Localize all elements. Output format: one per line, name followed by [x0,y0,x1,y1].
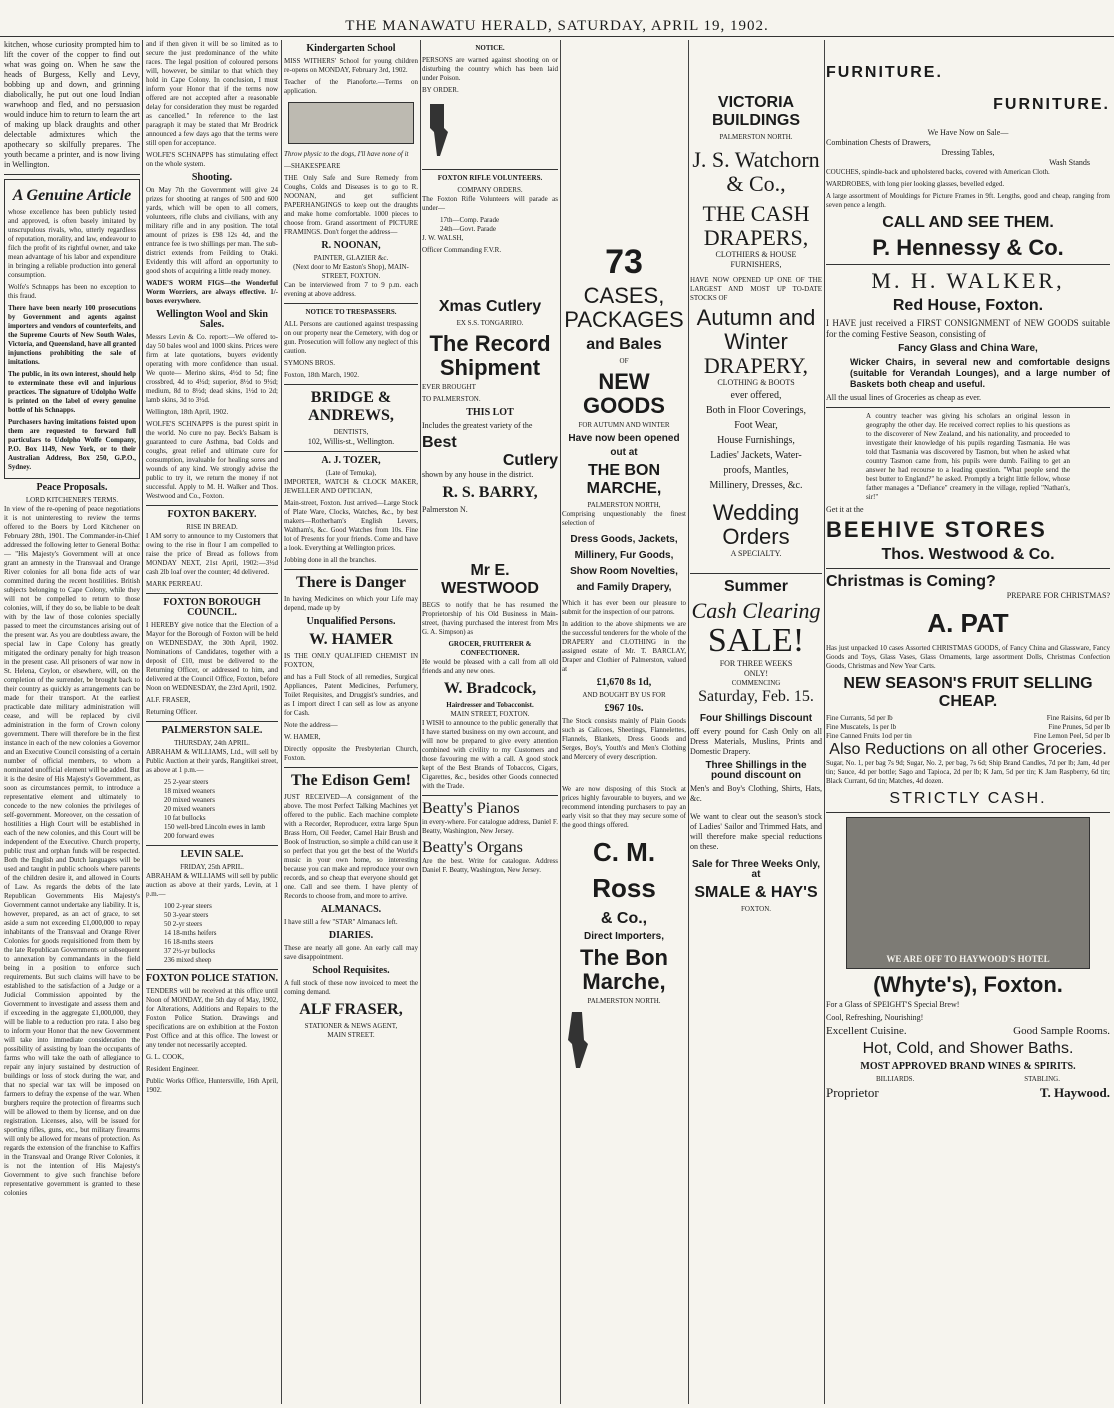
ad-text: I have still a few "STAR" Almanacs left. [284,918,398,926]
ad-heading: CALL AND SEE THEM. [882,214,1054,231]
ad-subheading: EX S.S. TONGARIRO. [456,319,524,327]
ad-heading: A. PAT [927,608,1009,638]
column-6 [690,40,822,1404]
ad-signature: Officer Commanding F.V.R. [422,246,502,254]
ad-heading: FURNITURE. [826,64,943,81]
article-heading: Peace Proposals. [36,482,108,493]
list-item: Both in Floor Coverings, [705,405,806,416]
ad-heading: There is Danger [296,574,406,591]
ad-text: Men's and Boy's Clothing, Shirts, Hats, &c. [690,784,822,803]
spacer [562,765,686,785]
ad-text: Can be interviewed from 7 to 9 p.m. each evening at above address. [284,281,418,298]
list-item: Foot Wear, [734,420,778,431]
list-item: 200 forward ewes [164,832,215,840]
ad-heading: The Bon Marche, [580,945,668,994]
ad-text: Good Sample Rooms. [1013,1025,1110,1037]
article-heading: Wellington Wool and Skin Sales. [156,309,268,330]
ad-text: shown by any house in the district. [422,470,534,479]
ad-heading: £1,670 8s 1d, [596,677,652,688]
ad-heading: SALE! [707,622,805,659]
ad-heading: Mr E. WESTWOOD [441,562,539,597]
ad-text: The public, in its own interest, should help to exterminate these evil and injurious practices. The signature of Udolpho Wolfe is printed on the label of every genuine bottle of his Schnapps. [8,370,136,414]
ad-heading: NOTICE. [475,44,505,52]
ad-text: Directly opposite the Presbyterian Church, Foxton. [284,745,418,762]
ad-text: off every pound for Cash Only on all Dress Materials, Muslins, Prints and Domestic Drapery. [690,727,822,756]
ad-heading: Autumn and Winter [696,305,816,354]
ad-text: PALMERSTON NORTH. [587,997,661,1005]
ad-text: WARDROBES, with long pier looking glasses, bevelled edged. [826,180,1005,188]
ad-text: These are nearly all gone. An early call may save disappointment. [284,944,418,961]
ad-heading: MOST APPROVED BRAND WINES & SPIRITS. [860,1061,1076,1072]
ad-subheading: Hairdresser and Tobacconist. [446,701,534,709]
divider [826,812,1110,813]
divider [146,593,278,594]
divider [284,384,418,385]
article-text: In view of the re-opening of peace negotiations it is not uninteresting to review the terms offered to the Boers by Lord Kitchener on February 28th, 1901. The Commander-in-Chief addressed the following letter to General Botha:— "His Majesty's Government will at once grant an amnesty in the Transvaal and Orange River colonies for all bona fide acts of war committed during the recent hostilities. British subjects belonging to Cape Colony, while they will not be compelled to return to those colonies, will, if they do so, be liable to be dealt with by the law of those colonies specially passed to meet the circumstances arising out of the present war. As you are doubtless aware, the special law in Cape Colony has greatly mitigated the ordinary penalty for high treason in the present case. All prisoners of war now in St. Helena, Ceylon, or elsewhere, will, on the completion of the surrender, be brought back to their country as quickly as arrangements can be made for their transport. At the earliest practicable date military administration will cease, and will be replaced by civil administration in the form of Crown colony government. There will therefore be in the first instance in each of the new colonies a Governor and an Executive Council consisting of a certain number of official members, to whom a nominated unofficial element will be added. But it is the desire of His Majesty's Government, as soon as circumstances permit, to introduce a representative element and ultimately to concede to the new colonies the privileges of self-government. Moreover, on the cessation of hostilities a High Court will be established in each of the new colonies, and this Court will be independent of the Executive. Church property, public trust and orphan funds will be respected. Both the English and Dutch languages will be used and taught in public schools where parents of the children desire it, and allowed in Courts of Law. As regards the debts of the late Republican Governments His Majesty's Government cannot undertake any liability. It is, however, prepared, as an act of grace, to set aside a sum not exceeding £1,000,000 to repay inhabitants of the Transvaal and Orange River Colonies for goods requisitioned from them by the late Republican Governments or subsequent to annexation by commandants in the field being in a position to enforce such requirements. But such claims will have to be established to the satisfaction of a Judge or a Judicial Commission appointed by the Government to investigate and assess them and if exceeding in the aggregate £1,000,000, they will be liable to a reduction pro rata. I also beg to inform your Honor that the new Government will take into immediate consideration the possibility of assisting by loan the occupants of farms who will take the oath of allegiance to repair any injury sustained by destruction of buildings or loss of stock during the war, and that no special war tax will be imposed on farmers to defray the expense of the war. When burghers require the protection of firearms such will be allowed to them by license, and on due registration. Licenses, also, will be issued for sporting rifles, guns, etc., but military firearms will only be allowed for means of protection. As regards the extension of the franchise to Kaffirs in the Transvaal and Orange River Colonies, it is not the intention of His Majesty's Government to give such franchise before representative government is granted to these colonies [4,505,140,1197]
ad-heading: DRAPERY, [703,353,809,378]
ad-text: A large assortment of Mouldings for Picture Frames in 9ft. Lengths, good and cheap, ranging from seven pence a length. [826,192,1110,209]
ad-heading: M. H. WALKER, [871,268,1065,293]
drapery-list [690,388,822,493]
ad-text: Jobbing done in all the branches. [284,556,377,564]
ad-text: In having Medicines on which your Life may depend, made up by [284,595,418,612]
ad-heading: CLOTHIERS & HOUSE [715,250,797,259]
column-2 [146,40,278,1404]
illustration-banner [288,102,414,144]
ad-heading: £967 10s. [604,703,644,714]
divider [146,969,278,970]
pointing-hand-icon [422,102,452,158]
ad-heading: CLOTHING & BOOTS [717,378,795,387]
ad-text: ALL Persons are cautioned against trespassing on our property near the Cemetery, with dog or gun. Prosecution will follow any neglect of this caution. [284,320,418,355]
ad-heading: Fancy Glass and China Ware, [898,343,1038,354]
article-text: Messrs Levin & Co. report:—We offered to-day 50 bales wool and 1000 skins. Prices were firm at late quotations, buyers evidently operating with more confidence than usual. We quote— Merino skins, 4½d to 5d; fine crossbred, 4d to 4½d; superior, 8½d to 9½d; medium, 8d to 8½d; dead skins, 1½d to 2d; lamb skins, 3d to 3½d. [146,333,278,404]
ad-text: Has just unpacked 10 cases Assorted CHRISTMAS GOODS, of Fancy China and Glassware, Fancy Goods and Toys, Glass Vases, Glass Ornaments, large assortment Dolls, Christmas Confection Goods, Christmas and New Year Carts. [826,644,1110,670]
ad-heading: DRAPERS, [703,225,809,250]
ad-text: PALMERSTON NORTH, [587,501,661,509]
divider [284,451,418,452]
table-row [826,714,1110,723]
list-item: 18 mixed weaners [164,787,215,795]
ad-heading: School Requisites. [312,965,390,976]
column-4 [422,40,558,1404]
column-rule [281,40,282,1404]
ad-text: He would be pleased with a call from all old friends and any new ones. [422,658,558,675]
ad-text: A full stock of these now invoiced to meet the coming demand. [284,979,418,996]
ad-text: Public Works Office, Huntersville, 16th April, 1902. [146,1077,278,1094]
ad-heading: and Bales [586,336,662,353]
article-date: Wellington, 18th April, 1902. [146,408,229,416]
ad-heading: FURNISHERS, [730,260,782,269]
list-item: proofs, Mantles, [723,465,789,476]
ad-text: A SPECIALTY. [730,549,782,558]
ad-text: in every-where. For catalogue address, Daniel F. Beatty, Washington, New Jersey. [422,818,558,835]
ad-heading: The Record Shipment [429,331,551,380]
ad-row [826,1026,1110,1036]
ad-text: Teacher of the Pianoforte.—Terms on application. [284,78,418,95]
divider [146,845,278,846]
ad-heading: FOXTON BOROUGH COUNCIL. [163,597,261,618]
ad-subheading: GROCER, FRUITERER & CONFECTIONER. [448,640,532,657]
ad-heading: ALF FRASER, [299,1001,403,1018]
ad-heading: THIS LOT [466,407,514,418]
ad-subheading: RISE IN BREAD. [186,523,238,531]
table-cell: Fine Muscatels, 1s per lb [826,723,897,731]
ad-text: I AM sorry to announce to my Customers that owing to the rise in flour I am compelled to raise the price of Bread as follows from MONDAY NEXT, 21st April, 1902:—3½d cash 2lb loaf over the counter; 4d delivered. [146,532,278,576]
ad-heading: DIARIES. [328,930,374,941]
ad-heading: Christmas is Coming? [826,573,996,590]
ad-text: Main-street, Foxton. Just arrived—Large Stock of Plate Ware, Clocks, Watches, &c., by best makers—Rotherham's English Levers, Waltham's, &c. Good Watches from 10s. Fine lot of Presents for your friends. Come and have a look. Everything at Wellington prices. [284,499,418,552]
divider [826,264,1110,265]
ad-text: Which it has ever been our pleasure to submit for the inspection of our patrons. [562,599,686,616]
ad-heading: & Co., [726,171,786,196]
sale-list [146,778,278,841]
article-subheading: LORD KITCHENER'S TERMS. [25,496,119,504]
ad-text: MAIN STREET, FOXTON. [450,710,530,718]
divider [826,568,1110,569]
pointing-hand-icon [562,1010,592,1070]
ad-text: I HEREBY give notice that the Election of a Mayor for the Borough of Foxton will be held on WEDNESDAY, the 30th April, 1902. Nominations of Candidates, together with a deposit of £10, must be delivered to the Returning Officer, or addressed to him, and delivered at the Council Office, Foxton, before Noon on WEDNESDAY, the 23rd April, 1902. [146,621,278,692]
ad-text: —SHAKESPEARE [284,162,341,170]
ad-text: Purchasers having imitations foisted upon them are requested to forward full particulars to Udolpho Wolfe Company, P.O. Box 1149, New York, or to their Australian Address, Box 250, G.P.O., Sydney. [8,418,136,471]
ad-text: I WISH to announce to the public generally that I have started business on my own account, and will now be prepared to give every attention combined with civility to my Customers and those favouring me with a call. A good stock kept of the Best Brands of Tobaccos, Cigars, Cigarettes, &c., besides other Goods connected with the Trade. [422,719,558,790]
ad-text: whose excellence has been publicly tested and approved, is often basely imitated by unscrupulous rivals, who, utterly regardless of reputation, morality, and law, endeavour to filch the profit of its rightful owner, and take mean advantage of his labor and expenditure in bringing a reliable production into general consumption. [8,208,136,279]
ad-text: EVER BROUGHT [422,383,476,391]
ad-heading: Sale for Three Weeks Only, at [691,859,820,880]
ad-heading: FOXTON BAKERY. [167,509,257,520]
ad-signature: Returning Officer. [146,708,198,716]
ad-heading: LEVIN SALE. [180,849,244,860]
article-text: and if then given it will be so limited as to secure the just predominance of the white races. The legal position of coloured persons will, however, be similar to that which they hold in Cape Colony. In conclusion, I must inform your Honor that if the terms now offered are not accepted after a reasonable delay for consideration they must be regarded as cancelled." In reference to the last paragraph it may be stated that Mr Brodrick announced a few days ago that the terms were still open for acceptance. [146,40,278,147]
ad-heading: Kindergarten School [306,43,396,54]
ad-text: BEGS to notify that he has resumed the Proprietorship of his Old Business in Main-street, (having purchased the interest from Mrs G. A. Simpson) as [422,601,558,636]
ad-signature: SYMONS BROS. [284,359,335,367]
ad-heading: Summer [723,578,789,595]
ad-heading: THE BON MARCHE, [586,462,662,497]
schnapps-ad [4,179,140,479]
table-cell: Fine Raisins, 6d per lb [1046,714,1110,722]
ad-text: STABLING. [1024,1075,1060,1083]
ad-text: OF [619,357,629,365]
ad-text: 102, Willis-st., Wellington. [307,437,395,446]
ad-text: TO PALMERSTON. [422,395,481,403]
divider [284,303,418,304]
ad-text: Sugar, No. 1, per bag 7s 9d; Sugar, No. 2, per bag, 7s 6d; Ship Brand Candles, 7d per lb; Jam, 4d per tin; Sauce, 4d per bottle; Sago and Tapioca, 2d per lb; K Jam, 5d per tin; K Jam Raspberry, 6d tin; Black Currant, 6d tin; Matches, 4d dozen. [826,759,1110,785]
ad-heading: NEW GOODS [583,369,665,418]
list-item: House Furnishings, [717,435,795,446]
divider [826,407,1110,408]
spacer [562,40,686,240]
ad-heading: Cutlery [502,452,558,469]
ad-text: WOLFE'S SCHNAPPS is the purest spirit in the world. No cure no pay. Beck's Balsam is guaranteed to cure Asthma, bad Colds and coughs, great relief and ultimate cure for consumption, invaluable for healing sores and wounds of any kind. We strongly advise the public to try it, we return the money if not successful. Apply to M. H. Walker and Thos. Westwood and Co., Foxton. [146,420,278,500]
ad-subheading: FRIDAY, 25th APRIL. [180,863,244,871]
divider [146,721,278,722]
table-row [826,732,1110,741]
ad-heading: Xmas Cutlery [438,298,542,315]
list-item: 20 mixed weaners [164,805,215,813]
ad-text: Combination Chests of Drawers, [826,138,931,147]
ad-text: Foxton, 18th March, 1902. [284,371,360,379]
ad-heading: C. M. Ross [592,837,656,903]
ad-text: Wolfe's Schnapps has been no exception to this fraud. [8,283,136,300]
ad-heading: Four Shillings Discount [699,713,813,724]
article-text: On May 7th the Government will give 24 prizes for shooting at ranges of 500 and 600 yards, which will be open to all comers, volunteers, rifle clubs and civilians, with any military rifle and in any position. The total amount of prizes is £98 12s 4d, and the entrance fee is two shillings per man. The sub-district extends from Feilding to Otaki. Evidently this will afford an opportunity to good shots of acquiring a little ready money. [146,186,278,275]
list-item: 24th—Govt. Parade [440,225,496,233]
divider [284,767,418,768]
ad-text: We Have Now on Sale— [927,128,1009,137]
ad-text: For a Glass of SPEIGHT'S Special Brew! [826,1000,960,1009]
column-1 [4,40,140,1404]
column-rule [420,40,421,1404]
ad-text: Are the best. Write for catalogue. Address Daniel F. Beatty, Washington, New Jersey. [422,857,558,874]
ad-text: FOR THREE WEEKS [719,659,793,668]
ad-heading: NOTICE TO TRESPASSERS. [305,308,397,316]
ad-text: IS THE ONLY QUALIFIED CHEMIST IN FOXTON, [284,652,418,669]
divider [146,505,278,506]
divider [690,573,822,574]
ad-text: COUCHES, spindle-back and upholstered backs, covered with American Cloth. [826,168,1050,176]
article-heading: Shooting. [191,172,233,183]
ad-heading: W. HAMER [309,631,393,648]
ad-signature: ALF. FRASER, [146,696,191,704]
article-text: A country teacher was giving his scholars an original lesson in geography the other day. He received correct replies to his questions as to the discoverer of New Zealand, and his nationality, and proceeded to investigate their knowledge of his pupils regarding Tasmania. He was told that Tasmania was discovered by Tasmon, but when he asked what country Tasmon came from, his pupils were dumb. Failing to get an answer he had recourse to a leading question. "What people send the best butter to England?" he asked. Promptly a bright little fellow, whose father manages a "Defiance" creamery in the village, replied "Nathan's, sir!" [866,412,1070,501]
list-item: Millinery, Dresses, &c. [709,480,803,491]
ad-text: There have been nearly 100 prosecutions by Government and agents against importers and vendors of counterfeits, and the Supreme Courts of New South Wales, Victoria, and Queensland, have all granted injunctions prohibiting the sale of imitations. [8,304,136,366]
ad-text: I HAVE just received a FIRST CONSIGNMENT of NEW GOODS suitable for the coming Festive Season, consisting of [826,318,1110,339]
ad-row [826,1085,1110,1100]
ad-heading: out at [610,447,638,458]
list-item: 236 mixed sheep [164,956,212,964]
table-cell: Fine Lemon Peel, 5d per lb [1033,732,1110,740]
ad-signature: MARK PERREAU. [146,580,203,588]
ad-heading: NEW SEASON'S FRUIT SELLING CHEAP. [843,675,1093,710]
ad-heading: Saturday, Feb. 15. [698,688,814,705]
ad-text: The Foxton Rifle Volunteers will parade as under— [422,195,558,212]
ad-text: MAIN STREET. [327,1031,375,1039]
ad-signature: J. W. WALSH, [422,234,464,242]
sale-list [146,902,278,965]
ad-text: ONLY! [743,669,769,678]
list-item: 50 3-year steers [164,911,209,919]
ad-text: We want to clear out the season's stock of Ladies' Sailor and Trimmed Hats, and will therefore make special reductions on these. [690,812,822,851]
ad-heading: FURNITURE. [993,96,1110,113]
masthead-rule [0,36,1114,37]
ad-heading: (Whyte's), Foxton. [873,972,1063,997]
list-item: 100 2-year steers [164,902,212,910]
ad-heading: Also Reductions on all other Groceries. [829,741,1107,758]
divider [284,569,418,570]
ad-text: TENDERS will be received at this office until Noon of MONDAY, the 5th day of May, 1902, for Alterations, Additions and Repairs to the Foxton Police Station. Drawings and specifications are on exhibition at the Foxton Post Office and at this office. The lowest or any tender not necessarily accepted. [146,987,278,1049]
ad-heading: Thos. Westwood & Co. [881,546,1055,563]
ad-subheading: (Late of Temuka), [325,469,377,477]
list-item: 150 well-bred Lincoln ewes in lamb [164,823,266,831]
ad-text: ABRAHAM & WILLIAMS, Ltd., will sell by Public Auction at their yards, Rangitikei street, as above at 1 p.m.— [146,748,278,774]
ad-text: All the usual lines of Groceries as cheap as ever. [826,393,982,402]
ad-heading: A Genuine Article [12,187,132,204]
ad-text: JUST RECEIVED—A consignment of the above. The most Perfect Talking Machines yet offered to the public. Each machine complete with a Recorder, Reproducer, extra large Spun Brass Horn, Oil Feeder, Camel Hair Brush and Book of Instruction, so simple a child can use it so perfect that you get the best of the World's music in your own home, so interesting because you can make and reproduce your own records, and so cheap that everyone should get one. Call and see them. I have plenty of Records to choose from, and more to arrive. [284,793,418,900]
list-item: 50 2-yr steers [164,920,203,928]
ad-text: Get it at the [826,505,864,514]
spacer [826,40,1110,64]
ad-text: Excellent Cuisine. [826,1025,907,1037]
column-7 [826,40,1110,1404]
ad-subheading: DENTISTS, [333,428,369,436]
column-rule [560,40,561,1404]
ad-heading: & Co., [600,910,648,927]
ad-text: Comprising unquestionably the finest selection of [562,510,686,527]
ad-subheading: PAINTER, GLAZIER &c. [313,254,389,262]
masthead-title: THE MANAWATU HERALD, SATURDAY, APRIL 19, 1902. [345,18,769,34]
column-5 [562,40,686,1404]
ad-subheading: STATIONER & NEWS AGENT, [304,1022,398,1030]
ad-heading: R. NOONAN, [321,240,381,251]
ad-heading: SMALE & HAY'S [694,884,818,901]
ad-signature: G. L. COOK, [146,1053,184,1061]
illustration-caption: WE ARE OFF TO HAYWOOD'S HOTEL [886,954,1050,964]
ad-row [826,1075,1110,1084]
ad-heading: FOXTON POLICE STATION. [146,973,278,984]
ad-heading: THE CASH [702,201,810,226]
list-item: 37 2½-yr bullocks [164,947,216,955]
ad-heading: Three Shillings in the pound discount on [705,760,807,781]
ad-heading: The Edison Gem! [290,772,411,789]
column-rule [142,40,143,1404]
ad-heading: W. Bradcock, [443,680,537,697]
ad-text: Wash Stands [1049,158,1090,167]
ad-text: WOLFE'S SCHNAPPS has stimulating effect on the whole system. [146,151,278,168]
ad-heading: Beatty's Organs [422,839,523,856]
ad-heading: Beatty's Pianos [422,800,520,817]
list-item: ever offered, [730,390,782,401]
ad-heading: A. J. TOZER, [321,455,381,466]
ad-text: and has a Full Stock of all remedies, Surgical Appliances, Patent Medicines, Perfumery, Toilet Requisites, and Druggist's sundries, and as I import direct I can sell as low as anyone for Cash. [284,673,418,717]
ad-heading: 73 [605,243,643,281]
table-cell: Fine Canned Fruits 1od per tin [826,732,912,740]
divider [422,169,558,170]
ad-text: PREPARE FOR CHRISTMAS? [1006,591,1110,600]
ad-text: Wicker Chairs, in several new and comfortable designs (suitable for Verandah Lounges), and a large number of Baskets both cheap and useful. [850,357,1110,389]
list-item: 10 fat bullocks [164,814,206,822]
list-item: 16 18-mths steers [164,938,214,946]
table-row [826,723,1110,732]
ad-text: BILLIARDS. [876,1075,915,1083]
ad-heading: Direct Importers, [583,931,665,942]
column-rule [688,40,689,1404]
list-item: Ladies' Jackets, Water- [710,450,802,461]
ad-text: COMMENCING [731,679,781,687]
column-rule [824,40,825,1404]
ad-text: MISS WITHERS' School for young children re-opens on MONDAY, February 3rd, 1902. [284,57,418,74]
ad-text: In addition to the above shipments we are the successful tenderers for the whole of the DRAPERY and CLOTHING in the assigned estate of Mr. T. BARCLAY, Draper and Clothier of Palmerston, valued at [562,620,686,673]
ad-text: PERSONS are warned against shooting on or disturbing the country which has been laid under Poison. [422,56,558,82]
ad-text: ABRAHAM & WILLIAMS will sell by public auction as above at their yards, Levin, at 1 p.m.— [146,872,278,898]
ad-text: FOR AUTUMN AND WINTER [578,421,670,429]
masthead [0,0,1114,38]
ad-text: THE Only Safe and Sure Remedy from Coughs, Colds and Diseases is to go to R. NOONAN, and get sufficient PAPERHANGINGS to keep out the draughts and make home comfortable. 1000 pieces to choose from. Grand assortment of PICTURE FRAMINGS. Don't forget the address— [284,174,418,236]
article-text: kitchen, whose curiosity prompted him to lift the cover of the copper to find out what was going on. When he saw the heads of Burgess, Kelly and Levy, bobbing up and down, and grinning diabolically, he put out one loud Indian warwhoop and fled, and no persuasion would induce him to return to learn the art of making up black draughts and other delectable admixtures which the apothecary so skilfully prepares. The youth became a printer, and is now living in Wellington. [4,40,140,169]
ad-heading: PALMERSTON SALE. [161,725,263,736]
ad-text: Note the address— [284,721,338,729]
ad-text: (Next door to Mr Easton's Shop), MAIN-STREET, FOXTON. [293,263,409,280]
coach-illustration [846,817,1090,969]
ad-text: We are now disposing of this Stock at prices highly favourable to buyers, and we recommend intending purchasers to pay an early visit so that they may secure some of the good things offered. [562,785,686,829]
ad-text: IMPORTER, WATCH & CLOCK MAKER, JEWELLER AND OPTICIAN, [284,478,418,495]
list-item: 17th—Comp. Parade [440,216,500,224]
table-cell: Fine Currants, 5d per lb [826,714,893,722]
ad-text: AND BOUGHT BY US FOR [582,691,666,699]
ad-text: The Stock consists mainly of Plain Goods such as Calicoes, Sheetings, Flannelettes, Flannels, Blankets, Dress Goods and Serges, Boy's, Youth's and Men's Clothing and Mercery of every description. [562,717,686,761]
ad-heading: Have now been opened [568,433,680,444]
ad-text: Throw physic to the dogs, I'll have none of it [284,150,409,158]
table-cell: Fine Prunes, 5d per lb [1048,723,1110,731]
list-item: 25 2-year steers [164,778,209,786]
ad-heading: BRIDGE & ANDREWS, [308,389,394,424]
parade-list [422,216,558,234]
ad-text: Proprietor [826,1085,879,1100]
ad-heading: Dress Goods, Jackets, Millinery, Fur Goods, Show Room Novelties, and Family Drapery, [570,534,678,593]
ad-text: HAVE NOW OPENED UP ONE OF THE LARGEST AND MOST UP TO-DATE STOCKS OF [690,276,822,302]
ad-text: Includes the greatest variety of the [422,421,533,430]
ad-heading: R. S. BARRY, [442,484,538,501]
ad-text: Dressing Tables, [941,148,995,157]
ad-subheading: COMPANY ORDERS. [457,186,523,194]
ad-text: FOXTON. [740,905,771,913]
ad-text: T. Haywood. [1039,1085,1110,1100]
ad-heading: ALMANACS. [320,904,382,915]
ad-heading: CASES, PACKAGES [564,283,684,332]
ad-signature: W. HAMER, [284,733,321,741]
ad-text: PALMERSTON NORTH. [719,133,793,141]
ad-heading: Cash Clearing [691,598,821,623]
ad-heading: P. Hennessy & Co. [872,235,1064,260]
ad-heading: J. S. Watchorn [692,147,820,172]
divider [4,174,140,175]
ad-signature: Resident Engineer. [146,1065,199,1073]
ad-heading: STRICTLY CASH. [889,790,1047,807]
spacer [422,518,558,558]
ad-subheading: THURSDAY, 24th APRIL. [174,739,250,747]
ad-text: Cool, Refreshing, Nourishing! [826,1013,924,1022]
ad-heading: Wedding Orders [712,500,800,549]
ad-signature: BY ORDER. [422,86,459,94]
list-item: 20 mixed weaners [164,796,215,804]
ad-heading: Hot, Cold, and Shower Baths. [862,1040,1074,1057]
spacer [422,258,558,294]
ad-heading: Best [422,434,457,451]
ad-text: Palmerston N. [422,505,468,514]
fruit-table [826,714,1110,741]
spacer [690,40,822,90]
column-3 [284,40,418,1404]
ad-heading: VICTORIA BUILDINGS [712,94,800,129]
ad-heading: BEEHIVE STORES [826,517,1047,542]
ad-heading: Red House, Foxton. [892,297,1044,314]
ad-subheading: Unqualified Persons. [306,616,396,627]
ad-heading: FOXTON RIFLE VOLUNTEERS. [437,174,543,182]
list-item: 14 18-mths heifers [164,929,217,937]
ad-text: WADE'S WORM FIGS—the Wonderful Worm Worriers, are always effective. 1/- boxes everywhere. [146,279,278,305]
divider [422,795,558,796]
